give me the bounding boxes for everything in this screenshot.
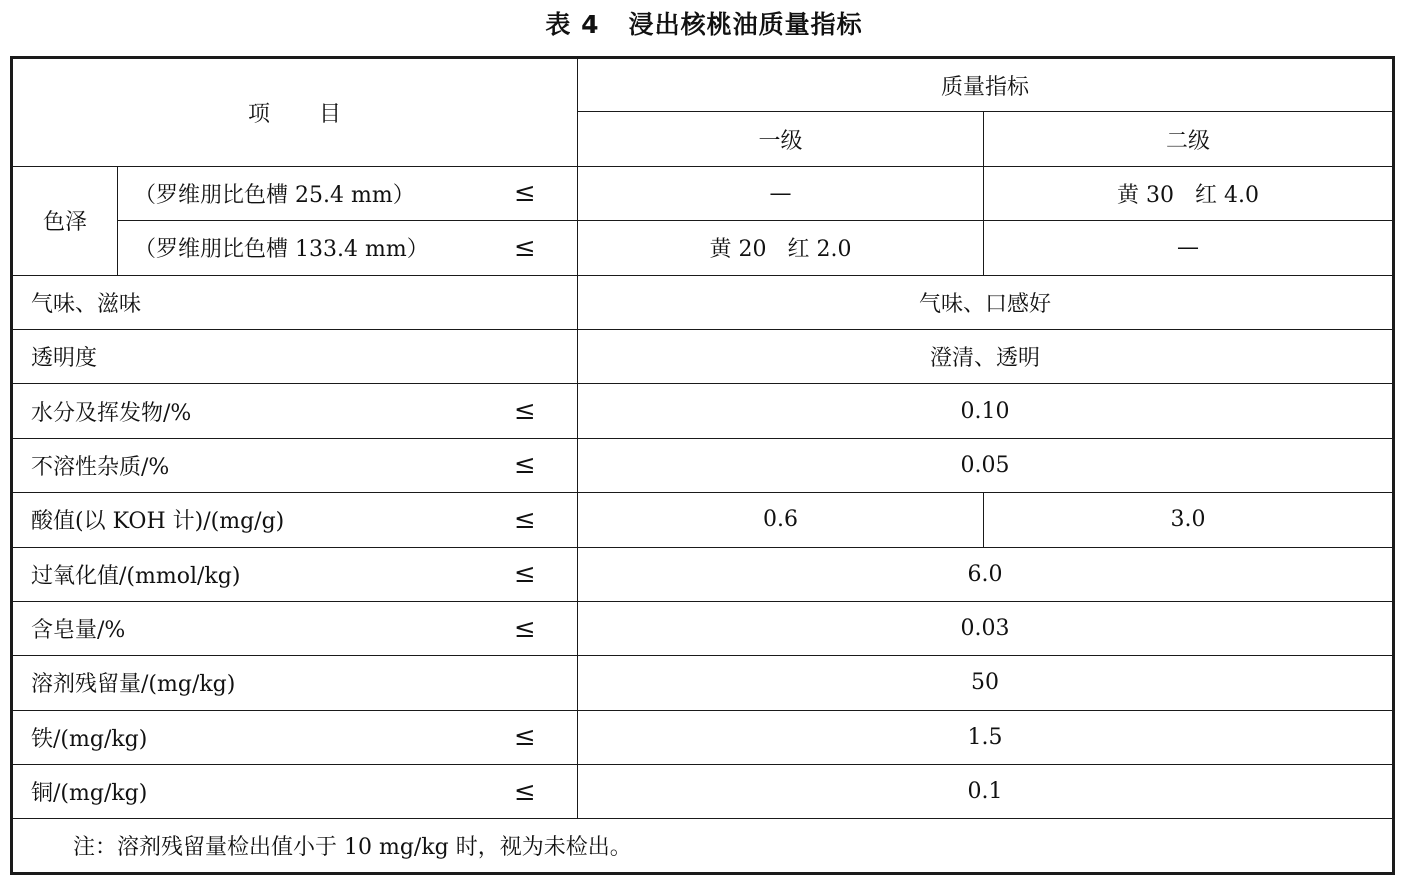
- row-operator: ≤: [473, 221, 578, 275]
- row-name: （罗维朋比色槽 133.4 mm）: [118, 221, 473, 275]
- row-operator: ≤: [473, 547, 578, 601]
- row-name: 气味、滋味: [12, 275, 473, 329]
- row-name: 铁/(mg/kg): [12, 710, 473, 764]
- header-grade1: 一级: [578, 112, 984, 166]
- note-row: [12, 819, 1394, 873]
- table-row: [12, 384, 1394, 438]
- row-grade2-value: —: [984, 221, 1394, 275]
- table-note: 注：溶剂残留量检出值小于 10 mg/kg 时，视为未检出。: [12, 819, 1394, 873]
- table-row: [12, 547, 1394, 601]
- row-grade2-value: 黄 30 红 4.0: [984, 166, 1394, 220]
- row-name: 溶剂残留量/(mg/kg): [12, 656, 473, 710]
- table-row: [12, 493, 1394, 547]
- row-name: 含皂量/%: [12, 601, 473, 655]
- table-row: [12, 275, 1394, 329]
- row-name: （罗维朋比色槽 25.4 mm）: [118, 166, 473, 220]
- row-name: 过氧化值/(mmol/kg): [12, 547, 473, 601]
- table-row: [12, 765, 1394, 819]
- row-operator: ≤: [473, 601, 578, 655]
- row-name: 不溶性杂质/%: [12, 438, 473, 492]
- row-operator: [473, 329, 578, 383]
- header-row-1: [12, 58, 1394, 112]
- row-value: 澄清、透明: [578, 329, 1394, 383]
- row-operator: [473, 656, 578, 710]
- row-operator: ≤: [473, 166, 578, 220]
- header-item: 项 目: [12, 58, 578, 167]
- row-operator: ≤: [473, 438, 578, 492]
- page-title: 表 4 浸出核桃油质量指标: [545, 10, 863, 39]
- row-value: 0.1: [578, 765, 1394, 819]
- header-grade2: 二级: [984, 112, 1394, 166]
- row-value: 50: [578, 656, 1394, 710]
- table-row: [12, 329, 1394, 383]
- row-name: 水分及挥发物/%: [12, 384, 473, 438]
- row-operator: ≤: [473, 765, 578, 819]
- table-row: [12, 656, 1394, 710]
- table-row: [12, 166, 1394, 220]
- row-operator: [473, 275, 578, 329]
- row-operator: ≤: [473, 710, 578, 764]
- row-grade2-value: 3.0: [984, 493, 1394, 547]
- row-grade1-value: 黄 20 红 2.0: [578, 221, 984, 275]
- row-value: 0.05: [578, 438, 1394, 492]
- row-value: 1.5: [578, 710, 1394, 764]
- row-name: 透明度: [12, 329, 473, 383]
- row-value: 6.0: [578, 547, 1394, 601]
- quality-table: [10, 56, 1395, 875]
- row-name: 酸值(以 KOH 计)/(mg/g): [12, 493, 473, 547]
- color-group-label: 色泽: [12, 166, 118, 275]
- row-name: 铜/(mg/kg): [12, 765, 473, 819]
- row-grade1-value: 0.6: [578, 493, 984, 547]
- table-row: [12, 601, 1394, 655]
- row-value: 0.10: [578, 384, 1394, 438]
- row-value: 0.03: [578, 601, 1394, 655]
- table-row: [12, 438, 1394, 492]
- row-operator: ≤: [473, 493, 578, 547]
- header-quality: 质量指标: [578, 58, 1394, 112]
- table-row: [12, 221, 1394, 275]
- row-value: 气味、口感好: [578, 275, 1394, 329]
- row-operator: ≤: [473, 384, 578, 438]
- row-grade1-value: —: [578, 166, 984, 220]
- table-row: [12, 710, 1394, 764]
